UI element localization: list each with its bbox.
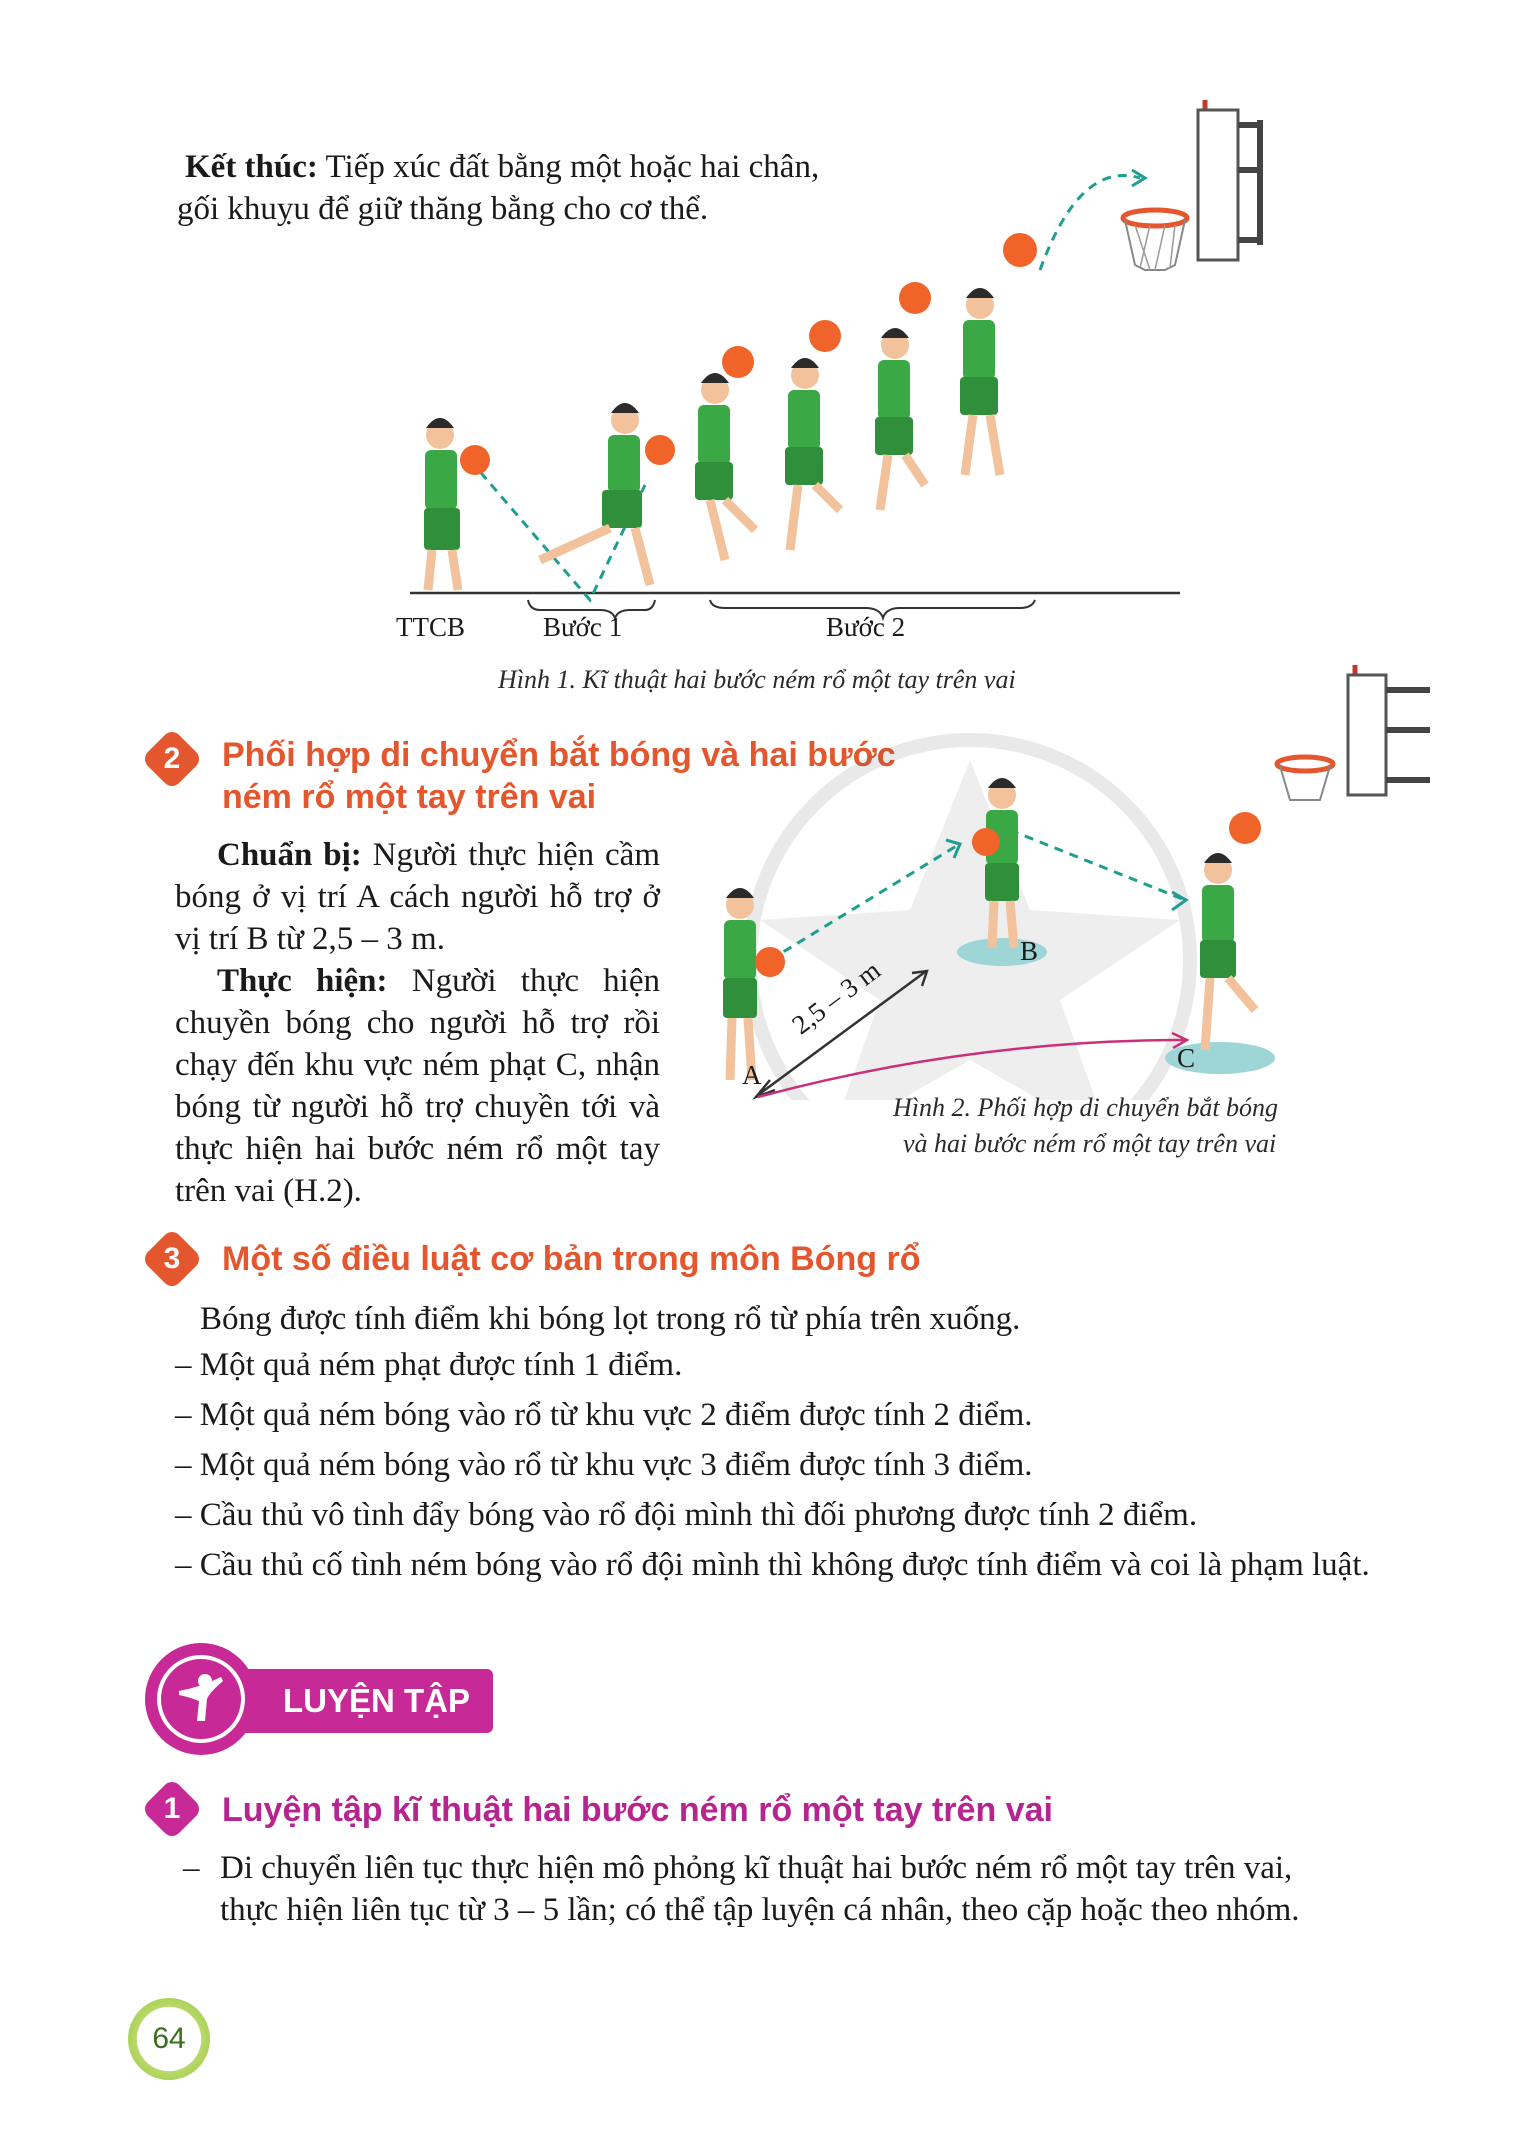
figure2-caption-line1: Hình 2. Phối hợp di chuyển bắt bóng <box>893 1093 1279 1122</box>
ending-label: Kết thúc: <box>185 149 318 185</box>
rule-item: – Một quả ném phạt được tính 1 điểm. <box>175 1347 683 1383</box>
practice-item-text <box>220 1847 1300 1931</box>
section3-title: Một số điều luật cơ bản trong môn Bóng rổ <box>222 1240 921 1278</box>
practice-item-dash: – <box>183 1850 200 1886</box>
do-label: Thực hiện: <box>217 963 388 999</box>
figure1-caption: Hình 1. Kĩ thuật hai bước ném rổ một tay trên vai <box>498 665 1016 694</box>
figure2-point-b: B <box>1020 936 1039 966</box>
prep-text: Người thực hiện cầm bóng ở vị trí A cách người hỗ trợ ở vị trí B từ 2,5 – 3 m. <box>175 837 660 957</box>
basket-hoop-1 <box>1123 100 1260 270</box>
practice-item-title: Luyện tập kĩ thuật hai bước ném rổ một tay trên vai <box>222 1791 1053 1829</box>
athlete-icon <box>171 1669 231 1729</box>
basket-hoop-2 <box>1277 665 1430 800</box>
figure1-label-step1: Bước 1 <box>543 612 623 642</box>
section2-prep-paragraph <box>175 834 660 960</box>
ending-text-1: Tiếp xúc đất bằng một hoặc hai chân, <box>317 149 820 185</box>
figure1-illustration <box>380 90 1380 650</box>
rules-list <box>175 1340 1370 1590</box>
player-step2b <box>785 320 841 550</box>
watermark <box>750 740 1190 1100</box>
practice-item-badge: 1 <box>150 1787 194 1831</box>
player-step2c <box>875 282 931 510</box>
ending-text-2: gối khuỵu để giữ thăng bằng cho cơ thể. <box>177 191 709 227</box>
page-number-badge <box>128 1998 210 2080</box>
rule-item: – Một quả ném bóng vào rổ từ khu vực 3 điểm được tính 3 điểm. <box>175 1447 1033 1483</box>
player-step2d <box>960 233 1037 475</box>
rule-item: – Một quả ném bóng vào rổ từ khu vực 2 điểm được tính 2 điểm. <box>175 1397 1033 1433</box>
player-ttcb <box>424 418 490 590</box>
section2-title-line2: ném rổ một tay trên vai <box>222 778 597 816</box>
practice-banner-label: LUYỆN TẬP <box>283 1682 471 1719</box>
practice-banner-circle <box>145 1643 257 1755</box>
figure2-distance-label: 2,5 – 3 m <box>786 954 886 1041</box>
practice-item-line1: Di chuyển liên tục thực hiện mô phỏng kĩ thuật hai bước ném rổ một tay trên vai, <box>220 1850 1293 1886</box>
page-number: 64 <box>152 2022 186 2055</box>
figure2-caption-line2: và hai bước ném rổ một tay trên vai <box>903 1129 1277 1158</box>
section3-badge: 3 <box>150 1237 194 1281</box>
section2-do-paragraph <box>175 960 660 1212</box>
section2-badge: 2 <box>150 737 194 781</box>
section2-title-line1: Phối hợp di chuyển bắt bóng và hai bước <box>222 736 896 774</box>
figure2-point-c: C <box>1177 1043 1196 1073</box>
figure1-label-ttcb: TTCB <box>396 612 466 642</box>
figure2-point-a: A <box>742 1060 762 1090</box>
figure2-illustration <box>640 660 1440 1100</box>
player-step1 <box>540 403 675 585</box>
practice-banner <box>145 1643 495 1751</box>
player-step2a <box>695 346 755 560</box>
figure2-caption <box>893 1090 1278 1162</box>
practice-item-line2: thực hiện liên tục từ 3 – 5 lần; có thể tập luyện cá nhân, theo cặp hoặc theo nhóm. <box>220 1892 1300 1928</box>
do-text: Người thực hiện chuyền bóng cho người hỗ trợ rồi chạy đến khu vực ném phạt C, nhận bóng từ người hỗ trợ chuyền tới và thực hiện hai bước ném rổ một tay trên vai (H.2). <box>175 963 660 1209</box>
prep-label: Chuẩn bị: <box>217 837 362 873</box>
rule-item: – Cầu thủ vô tình đẩy bóng vào rổ đội mình thì đối phương được tính 2 điểm. <box>175 1497 1198 1533</box>
player-c <box>1200 812 1261 1050</box>
rule-item: – Cầu thủ cố tình ném bóng vào rổ đội mình thì không được tính điểm và coi là phạm luật. <box>175 1547 1370 1583</box>
figure1-label-step2: Bước 2 <box>826 612 906 642</box>
section3-intro: Bóng được tính điểm khi bóng lọt trong rổ từ phía trên xuống. <box>200 1301 1021 1337</box>
